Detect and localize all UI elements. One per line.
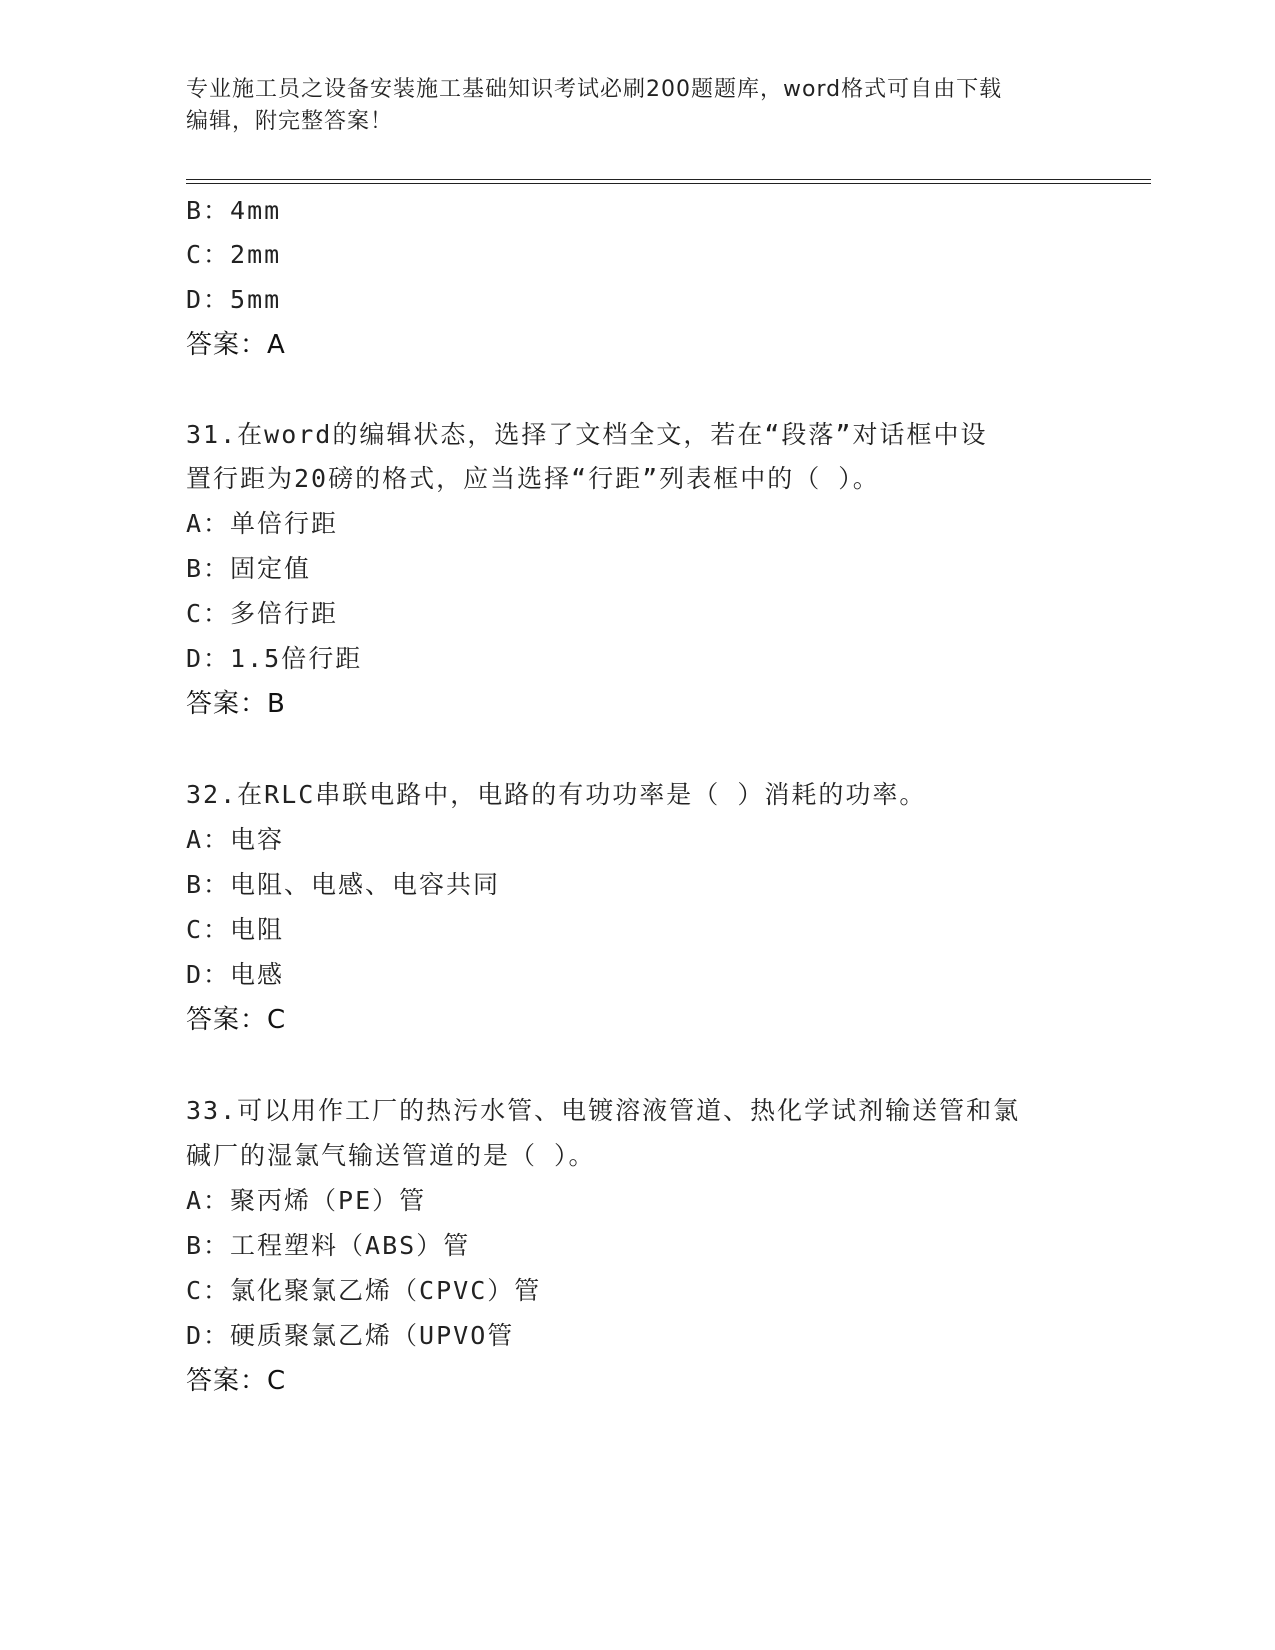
q31-option-c: C：多倍行距 (186, 599, 339, 628)
header-divider-bottom (186, 183, 1151, 184)
prev-option-d: D：5mm (186, 285, 282, 314)
header-divider-top (186, 179, 1151, 180)
header-title-line-1: 专业施工员之设备安装施工基础知识考试必刷200题题库，word格式可自由下载 (186, 77, 1003, 102)
q32-option-c: C：电阻 (186, 915, 285, 944)
q33-stem-line-2: 碱厂的湿氯气输送管道的是（ ）。 (186, 1141, 596, 1170)
prev-option-c: C：2mm (186, 240, 282, 269)
header-title-line-2: 编辑，附完整答案！ (186, 109, 394, 134)
q32-option-a: A：电容 (186, 825, 285, 854)
q32-stem-line-1: 32.在RLC串联电路中，电路的有功功率是（ ）消耗的功率。 (186, 780, 927, 809)
q32-option-b: B：电阻、电感、电容共同 (186, 870, 501, 899)
q32-answer: 答案：C (186, 1005, 287, 1035)
q31-answer: 答案：B (186, 689, 286, 719)
prev-option-b: B：4mm (186, 196, 282, 225)
q33-stem-line-1: 33.可以用作工厂的热污水管、电镀溶液管道、热化学试剂输送管和氯 (186, 1096, 1021, 1125)
q31-option-a: A：单倍行距 (186, 509, 339, 538)
q33-option-b: B：工程塑料（ABS）管 (186, 1231, 471, 1260)
q32-option-d: D：电感 (186, 960, 285, 989)
q33-option-a: A：聚丙烯（PE）管 (186, 1186, 427, 1215)
prev-answer: 答案：A (186, 330, 286, 360)
q31-stem-line-2: 置行距为20磅的格式，应当选择“行距”列表框中的（ ）。 (186, 464, 880, 493)
q31-option-d: D：1.5倍行距 (186, 644, 363, 673)
q31-stem-line-1: 31.在word的编辑状态，选择了文档全文，若在“段落”对话框中设 (186, 420, 988, 449)
q33-option-c: C：氯化聚氯乙烯（CPVC）管 (186, 1276, 542, 1305)
q33-answer: 答案：C (186, 1366, 287, 1396)
q31-option-b: B：固定值 (186, 554, 312, 583)
document-header (186, 74, 1086, 138)
q33-option-d: D：硬质聚氯乙烯（UPVO管 (186, 1321, 515, 1350)
